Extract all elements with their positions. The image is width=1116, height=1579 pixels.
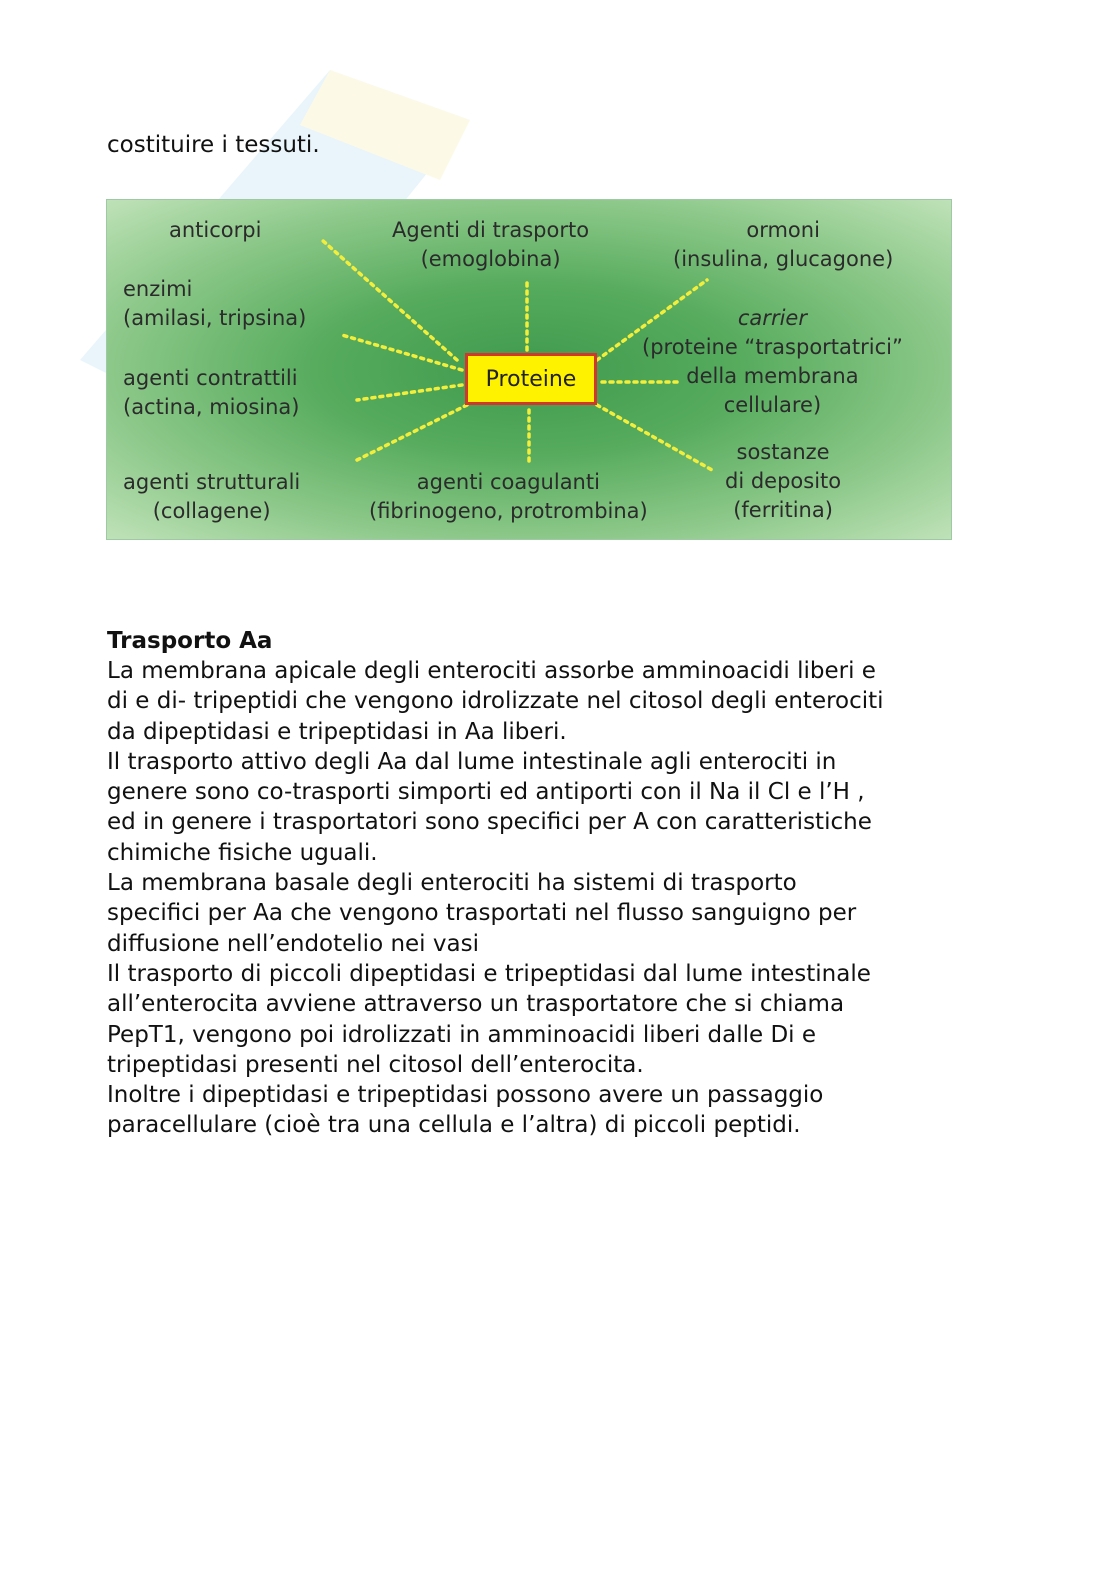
body-line: La membrana apicale degli enterociti assorbe amminoacidi liberi e [107, 658, 876, 684]
trasporto-section [107, 626, 1007, 1141]
spoke-contrattili [357, 385, 462, 400]
node-anticorpi: anticorpi [169, 218, 262, 242]
proteins-diagram [106, 199, 952, 540]
node-strutturali: agenti strutturali (collagene) [123, 470, 301, 523]
body-line: chimiche fisiche uguali. [107, 839, 378, 866]
body-line: paracellulare (cioè tra una cellula e l’altra) di piccoli peptidi. [107, 1112, 801, 1139]
body-line: La membrana basale degli enterociti ha sistemi di trasporto [107, 870, 797, 897]
node-deposito: sostanze di deposito (ferritina) [725, 440, 842, 522]
node-ormoni: ormoni (insulina, glucagone) [673, 218, 894, 271]
body-line: di e di- tripeptidi che vengono idrolizzate nel citosol degli enterociti [107, 688, 884, 715]
node-trasporto: Agenti di trasporto (emoglobina) [392, 218, 590, 271]
body-line: genere sono co-trasporti simporti ed antiporti con il Na il Cl e l’H , [107, 779, 865, 806]
intro-text: costituire i tessuti. [107, 132, 320, 158]
body-line: tripeptidasi presenti nel citosol dell’enterocita. [107, 1051, 644, 1078]
node-coagulanti: agenti coagulanti (fibrinogeno, protrombina) [369, 470, 648, 523]
body-line: PepT1, vengono poi idrolizzati in amminoacidi liberi dalle Di e [107, 1021, 817, 1048]
center-proteine: Proteine [465, 353, 597, 405]
body-line: ed in genere i trasportatori sono specifici per A con caratteristiche [107, 809, 872, 836]
body-line: Inoltre i dipeptidasi e tripeptidasi possono avere un passaggio [107, 1082, 824, 1109]
spoke-strutturali [357, 405, 467, 460]
node-contrattili: agenti contrattili (actina, miosina) [123, 366, 300, 419]
body-line: Il trasporto attivo degli Aa dal lume intestinale agli enterociti in [107, 748, 837, 775]
body-line: all’enterocita avviene attraverso un trasportatore che si chiama [107, 991, 845, 1018]
spoke-enzimi [342, 335, 462, 370]
body-line: specifici per Aa che vengono trasportati nel flusso sanguigno per [107, 900, 857, 927]
body-line: diffusione nell’endotelio nei vasi [107, 930, 479, 957]
body-line: da dipeptidasi e tripeptidasi in Aa liberi. [107, 718, 567, 745]
body-line: Il trasporto di piccoli dipeptidasi e tripeptidasi dal lume intestinale [107, 960, 871, 987]
section-body [107, 656, 1007, 1141]
node-carrier: carrier (proteine “trasportatrici” della membrana cellulare) [642, 306, 903, 417]
node-enzimi: enzimi (amilasi, tripsina) [123, 277, 307, 330]
section-heading: Trasporto Aa [107, 628, 273, 654]
